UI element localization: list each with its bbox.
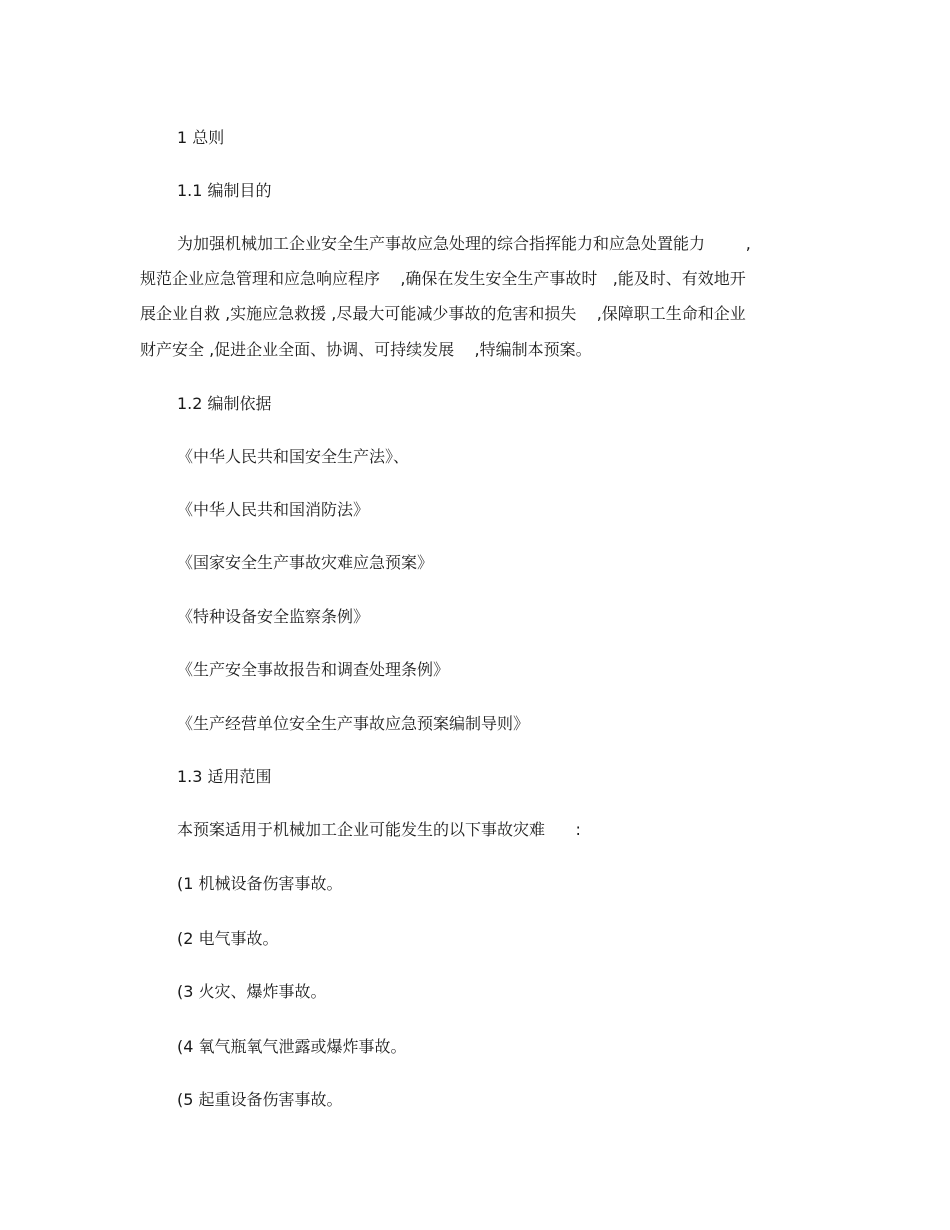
scope-intro: 本预案适用于机械加工企业可能发生的以下事故灾难 : bbox=[177, 820, 581, 839]
basis-item: 《中华人民共和国消防法》 bbox=[177, 500, 370, 519]
section-heading-scope: 1.3 适用范围 bbox=[177, 767, 272, 786]
purpose-paragraph-line-2: 规范企业应急管理和应急响应程序 ,确保在发生安全生产事故时 ,能及时、有效地开 bbox=[140, 269, 746, 288]
section-heading-purpose: 1.1 编制目的 bbox=[177, 181, 272, 200]
basis-item: 《生产安全事故报告和调查处理条例》 bbox=[177, 660, 450, 679]
purpose-paragraph-line-1: 为加强机械加工企业安全生产事故应急处理的综合指挥能力和应急处置能力 , bbox=[177, 234, 751, 253]
section-heading-general: 1 总则 bbox=[177, 128, 225, 147]
scope-item: (2 电气事故。 bbox=[177, 929, 279, 948]
scope-item: (3 火灾、爆炸事故。 bbox=[177, 982, 327, 1001]
purpose-paragraph-line-3: 展企业自救 ,实施应急救援 ,尽最大可能减少事故的危害和损失 ,保障职工生命和企业 bbox=[140, 304, 746, 323]
scope-item: (1 机械设备伤害事故。 bbox=[177, 874, 343, 893]
basis-item: 《国家安全生产事故灾难应急预案》 bbox=[177, 553, 434, 572]
basis-item: 《特种设备安全监察条例》 bbox=[177, 607, 370, 626]
scope-item: (4 氧气瓶氧气泄露或爆炸事故。 bbox=[177, 1037, 407, 1056]
scope-item: (5 起重设备伤害事故。 bbox=[177, 1090, 343, 1109]
basis-item: 《中华人民共和国安全生产法》、 bbox=[177, 447, 410, 466]
section-heading-basis: 1.2 编制依据 bbox=[177, 394, 272, 413]
basis-item: 《生产经营单位安全生产事故应急预案编制导则》 bbox=[177, 714, 530, 733]
purpose-paragraph-line-4: 财产安全 ,促进企业全面、协调、可持续发展 ,特编制本预案。 bbox=[140, 340, 592, 359]
